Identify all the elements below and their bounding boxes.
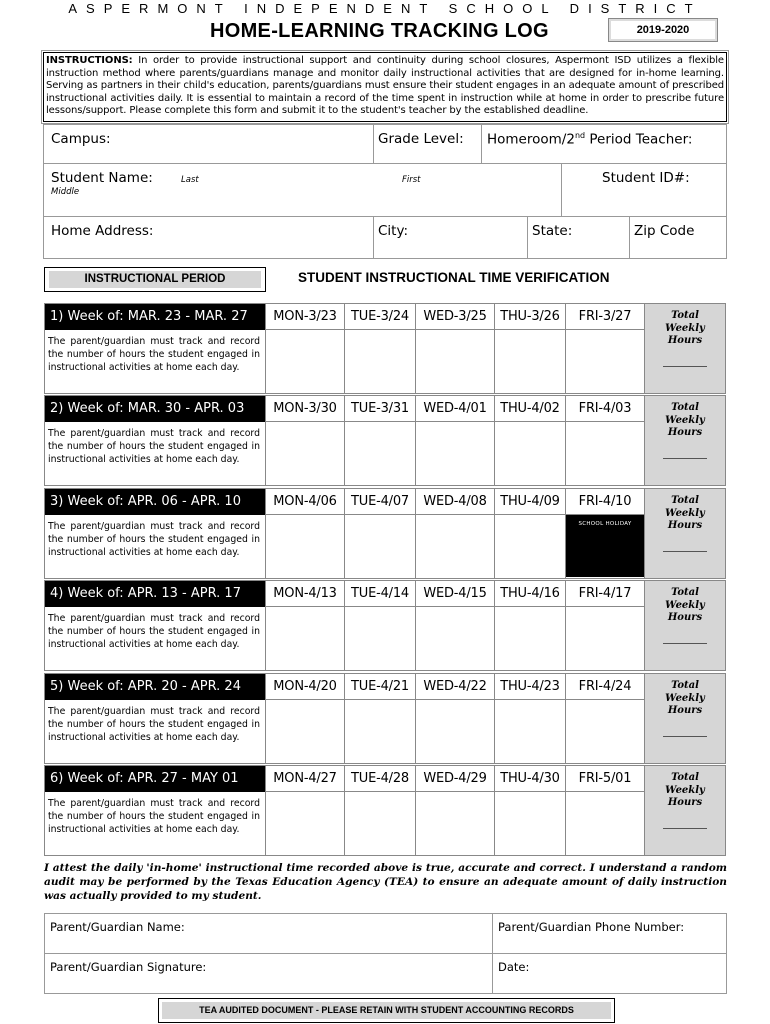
student-name-label: Student Name: [51,170,153,186]
total-weekly-hours-label: Total Weekly Hours [665,310,705,346]
day-header: WED-4/08 [416,489,494,515]
signature-row-2 [44,953,727,994]
day-column [494,766,565,855]
day-header: FRI-4/17 [566,581,644,607]
day-column [415,766,494,855]
day-column [494,489,565,578]
day-column [265,581,344,670]
day-column [265,766,344,855]
week-title: 4) Week of: APR. 13 - APR. 17 [45,581,265,607]
day-header: FRI-4/10 [566,489,644,515]
first-name-hint: First [402,175,421,185]
student-id-field[interactable] [562,164,726,216]
day-column [344,674,415,763]
school-year-box [608,18,718,42]
school-holiday-cell: SCHOOL HOLIDAY [566,515,644,577]
day-header: MON-4/13 [266,581,344,607]
day-column [565,489,644,578]
total-weekly-hours-label: Total Weekly Hours [665,587,705,623]
instructional-period-box [44,267,266,292]
day-header: THU-4/16 [495,581,565,607]
week-title: 1) Week of: MAR. 23 - MAR. 27 [45,304,265,330]
form-title: HOME-LEARNING TRACKING LOG [210,20,549,42]
day-column [494,304,565,393]
hours-entry-cell[interactable] [566,607,644,669]
total-weekly-hours-cell[interactable] [644,489,725,578]
day-column [415,674,494,763]
verification-title: STUDENT INSTRUCTIONAL TIME VERIFICATION [298,270,610,285]
week-description: The parent/guardian must track and record the number of hours the student engaged in instructional activities at home each day. [48,521,260,558]
homeroom-teacher-field[interactable] [482,125,726,163]
hours-entry-cell[interactable] [345,607,415,669]
hours-entry-cell[interactable] [266,422,344,484]
date-field[interactable] [493,954,726,993]
hours-entry-cell[interactable] [345,515,415,577]
hours-entry-cell[interactable] [566,330,644,392]
footer-text: TEA AUDITED DOCUMENT - PLEASE RETAIN WITH STUDENT ACCOUNTING RECORDS [162,1002,611,1019]
day-column [344,396,415,485]
day-column [565,396,644,485]
day-column [344,766,415,855]
info-row-campus [43,124,727,164]
day-header: FRI-3/27 [566,304,644,330]
total-weekly-hours-cell[interactable] [644,581,725,670]
day-column [344,489,415,578]
day-column [265,489,344,578]
hours-entry-cell[interactable] [495,422,565,484]
hours-entry-cell[interactable] [266,700,344,762]
day-header: MON-4/27 [266,766,344,792]
day-header: FRI-5/01 [566,766,644,792]
day-column [344,304,415,393]
day-header: THU-4/09 [495,489,565,515]
hours-entry-cell[interactable] [495,330,565,392]
day-header: THU-4/02 [495,396,565,422]
info-row-student [43,163,727,217]
day-column [265,396,344,485]
week-block [44,765,726,856]
day-header: TUE-3/24 [345,304,415,330]
home-address-field[interactable] [44,217,374,258]
hours-entry-cell[interactable] [566,422,644,484]
grade-level-field[interactable] [374,125,482,163]
week-description: The parent/guardian must track and record the number of hours the student engaged in instructional activities at home each day. [48,336,260,373]
total-weekly-hours-cell[interactable] [644,396,725,485]
hours-entry-cell[interactable] [345,792,415,854]
guardian-name-field[interactable] [45,914,493,953]
hours-entry-cell[interactable] [345,700,415,762]
hours-entry-cell[interactable] [416,422,494,484]
last-name-hint: Last [181,175,199,185]
hours-entry-cell[interactable] [416,792,494,854]
day-column [344,581,415,670]
day-header: MON-3/23 [266,304,344,330]
city-label: City: [378,223,409,239]
hours-entry-cell[interactable] [266,607,344,669]
day-header: WED-4/22 [416,674,494,700]
week-description: The parent/guardian must track and record the number of hours the student engaged in instructional activities at home each day. [48,428,260,465]
day-column [565,304,644,393]
hours-entry-cell[interactable] [266,515,344,577]
day-header: THU-3/26 [495,304,565,330]
hours-entry-cell[interactable] [566,700,644,762]
hours-entry-cell[interactable] [266,330,344,392]
day-column [565,674,644,763]
day-column [265,304,344,393]
guardian-phone-label: Parent/Guardian Phone Number: [498,920,685,934]
city-field[interactable] [374,217,528,258]
guardian-name-label: Parent/Guardian Name: [50,920,185,934]
info-row-address [43,216,727,259]
day-header: MON-3/30 [266,396,344,422]
zip-label: Zip Code [634,223,695,239]
total-weekly-hours-cell[interactable] [644,766,725,855]
school-year: 2019-2020 [611,21,715,39]
week-title: 5) Week of: APR. 20 - APR. 24 [45,674,265,700]
guardian-phone-field[interactable] [493,914,726,953]
hours-entry-cell[interactable] [566,792,644,854]
week-block [44,488,726,579]
hours-entry-cell[interactable] [416,607,494,669]
student-id-label: Student ID#: [602,170,690,186]
student-name-field[interactable] [44,164,562,216]
day-header: TUE-3/31 [345,396,415,422]
hours-entry-cell[interactable] [495,700,565,762]
total-weekly-hours-label: Total Weekly Hours [665,402,705,438]
day-header: MON-4/20 [266,674,344,700]
day-column [565,581,644,670]
guardian-signature-label: Parent/Guardian Signature: [50,960,207,974]
day-column [265,674,344,763]
homeroom-teacher-label: Homeroom/2nd Period Teacher: [487,131,693,148]
day-column [415,304,494,393]
hours-entry-cell[interactable] [495,515,565,577]
total-hours-blank[interactable] [663,643,707,644]
hours-entry-cell[interactable] [345,422,415,484]
zip-field[interactable] [630,217,726,258]
week-title: 2) Week of: MAR. 30 - APR. 03 [45,396,265,422]
day-header: THU-4/30 [495,766,565,792]
state-label: State: [532,223,573,239]
total-weekly-hours-cell[interactable] [644,674,725,763]
day-column [494,674,565,763]
total-weekly-hours-label: Total Weekly Hours [665,772,705,808]
day-header: TUE-4/14 [345,581,415,607]
week-description: The parent/guardian must track and record the number of hours the student engaged in instructional activities at home each day. [48,613,260,650]
total-hours-blank[interactable] [663,828,707,829]
footer-box [158,998,615,1023]
total-weekly-hours-label: Total Weekly Hours [665,495,705,531]
day-header: MON-4/06 [266,489,344,515]
hours-entry-cell[interactable] [345,330,415,392]
campus-label: Campus: [51,131,111,147]
instructions-text: In order to provide instructional support and continuity during school closures, Aspermont ISD utilizes a flexible instruction method where parents/guardians manage and monitor daily instructional activities that are designed for in-home learning. Serving as partners in their child's education, parents/guardians must ensure their student engages in an adequate amount of prescribed instructional activities daily. It is essential to maintain a record of the time spent in instruction while at home in order to prescribe future lessons/support. Please complete this form and submit it to the student's teacher by the established deadline. [46,55,724,116]
hours-entry-cell[interactable] [416,515,494,577]
total-hours-blank[interactable] [663,551,707,552]
total-hours-blank[interactable] [663,366,707,367]
week-block [44,303,726,394]
day-header: THU-4/23 [495,674,565,700]
day-header: WED-4/29 [416,766,494,792]
date-label: Date: [498,960,530,974]
day-header: WED-3/25 [416,304,494,330]
attestation-text: I attest the daily 'in-home' instructional time recorded above is true, accurate and correct. I understand a random audit may be performed by the Texas Education Agency (TEA) to ensure an adequate amount of daily instruction was actually provided to my student. [44,862,727,902]
week-block [44,580,726,671]
campus-field[interactable] [44,125,374,163]
hours-entry-cell[interactable] [495,792,565,854]
guardian-signature-field[interactable] [45,954,493,993]
week-description: The parent/guardian must track and record the number of hours the student engaged in instructional activities at home each day. [48,706,260,743]
week-description: The parent/guardian must track and record the number of hours the student engaged in instructional activities at home each day. [48,798,260,835]
day-header: WED-4/15 [416,581,494,607]
instructions-label: INSTRUCTIONS: [46,55,133,66]
total-weekly-hours-cell[interactable] [644,304,725,393]
week-title: 3) Week of: APR. 06 - APR. 10 [45,489,265,515]
instructional-period-label: INSTRUCTIONAL PERIOD [49,271,261,288]
hours-entry-cell[interactable] [416,330,494,392]
day-header: TUE-4/28 [345,766,415,792]
hours-entry-cell[interactable] [416,700,494,762]
district-name: ASPERMONT INDEPENDENT SCHOOL DISTRICT [68,1,702,16]
grade-level-label: Grade Level: [378,131,464,147]
day-column [415,581,494,670]
week-title: 6) Week of: APR. 27 - MAY 01 [45,766,265,792]
hours-entry-cell[interactable] [266,792,344,854]
home-address-label: Home Address: [51,223,154,239]
week-block [44,673,726,764]
day-column [494,581,565,670]
day-header: FRI-4/03 [566,396,644,422]
day-column [565,766,644,855]
day-header: TUE-4/07 [345,489,415,515]
total-hours-blank[interactable] [663,458,707,459]
day-column [415,396,494,485]
day-header: TUE-4/21 [345,674,415,700]
signature-row-1 [44,913,727,954]
day-column [494,396,565,485]
total-weekly-hours-label: Total Weekly Hours [665,680,705,716]
week-block [44,395,726,486]
day-column [415,489,494,578]
state-field[interactable] [528,217,630,258]
total-hours-blank[interactable] [663,736,707,737]
day-header: WED-4/01 [416,396,494,422]
hours-entry-cell[interactable] [495,607,565,669]
instructions-box [43,52,727,122]
middle-name-hint: Middle [51,187,80,197]
day-header: FRI-4/24 [566,674,644,700]
